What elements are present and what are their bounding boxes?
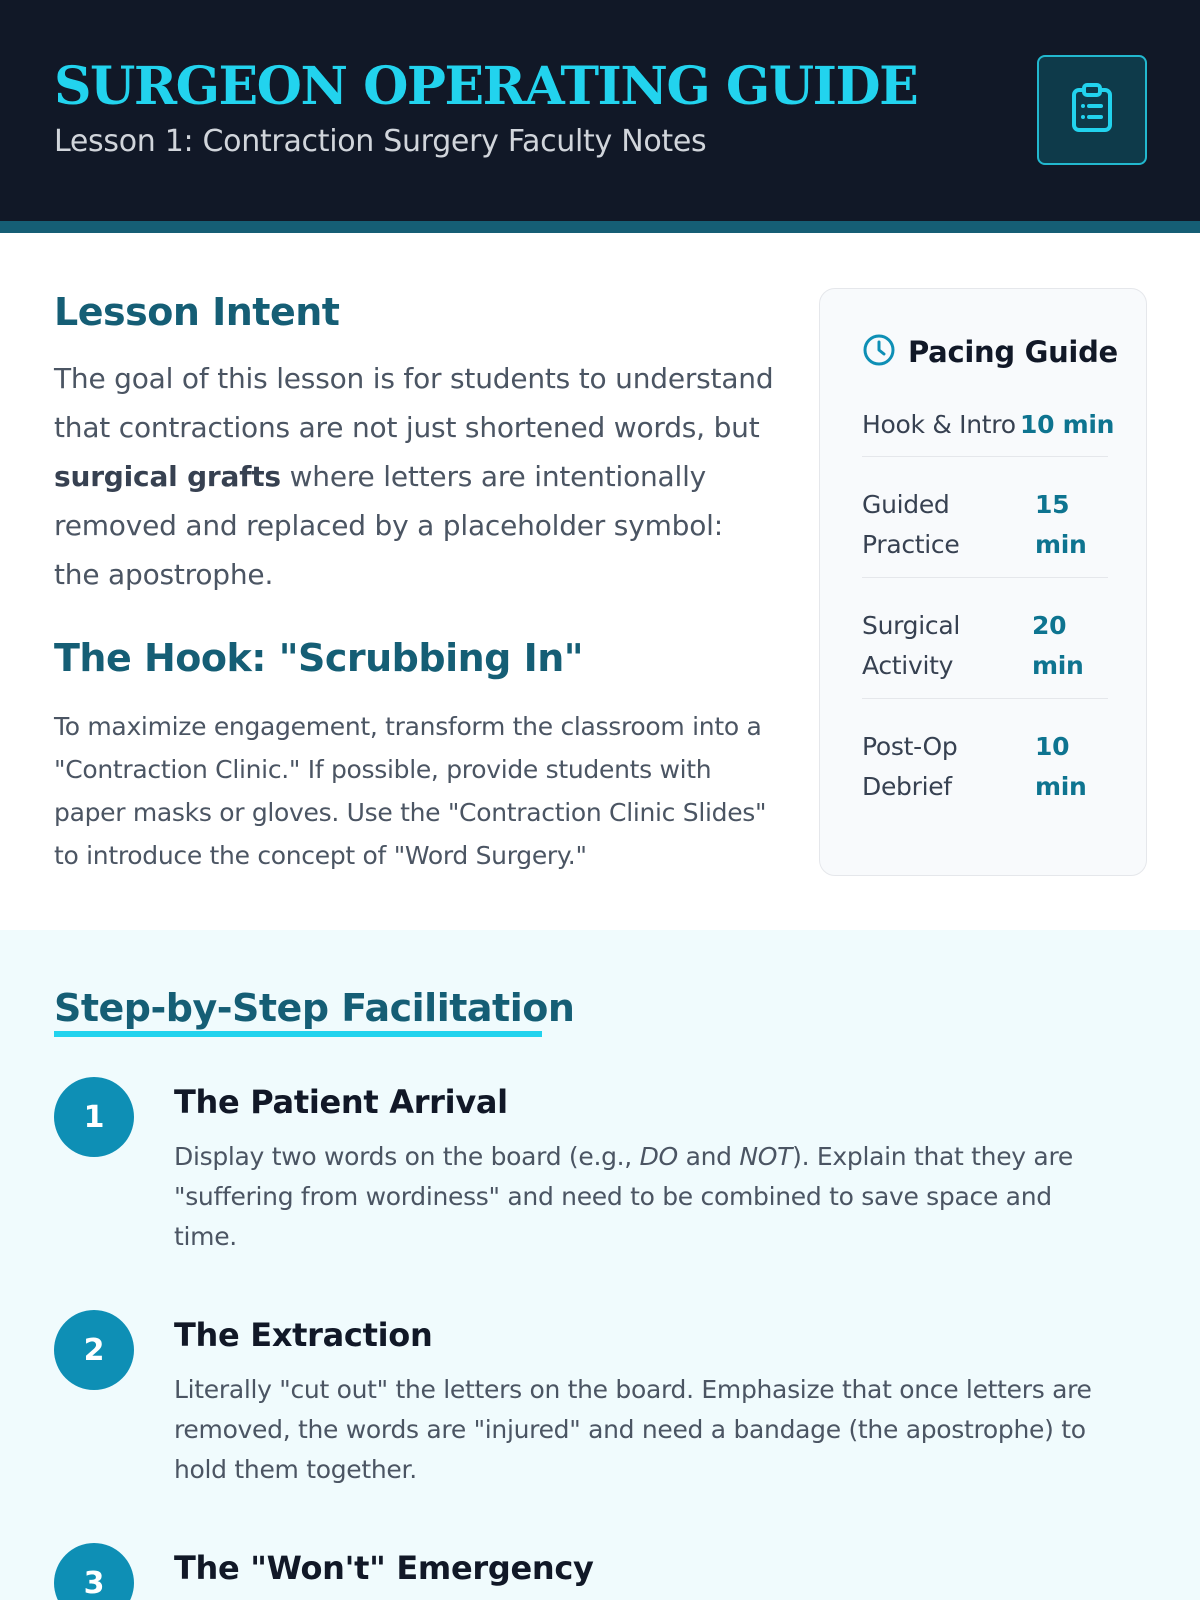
lesson-intent-heading: Lesson Intent <box>54 290 340 334</box>
intent-bold-term: surgical grafts <box>54 460 281 493</box>
pacing-divider <box>862 456 1108 457</box>
clock-icon <box>862 333 896 371</box>
pacing-row-label: Guided Practice <box>862 490 960 559</box>
step-number-badge: 3 <box>54 1543 134 1600</box>
pacing-row-value: 15 min <box>1035 490 1087 559</box>
pacing-guide-title: Pacing Guide <box>908 335 1118 369</box>
lesson-intent-text: The goal of this lesson is for students to understand that contractions are not just shortened words, but surgical grafts where letters are intentionally removed and replaced by a placeholder symbol: the apostrophe. <box>54 362 774 591</box>
pacing-guide-card <box>819 288 1147 876</box>
heading-underline <box>54 1031 542 1037</box>
clipboard-button[interactable] <box>1037 55 1147 165</box>
pacing-row-label: Surgical Activity <box>862 611 960 680</box>
hook-heading: The Hook: "Scrubbing In" <box>54 636 584 680</box>
page-header <box>0 0 1200 221</box>
step-title: The Extraction <box>174 1316 433 1354</box>
step-number-badge: 1 <box>54 1077 134 1157</box>
pacing-row-value: 10 min <box>1020 410 1115 439</box>
step-item <box>54 1077 1154 1277</box>
step-text: Display two words on the board (e.g., DO and NOT). Explain that they are "suffering from wordiness" and need to be combined to save space and time. <box>174 1142 1073 1251</box>
step-item <box>54 1310 1154 1510</box>
hook-text: To maximize engagement, transform the classroom into a "Contraction Clinic." If possible, provide students with paper masks or gloves. Use the "Contraction Clinic Slides" to introduce the concept of "Word Surgery." <box>54 712 767 870</box>
pacing-guide-header <box>862 333 1118 371</box>
header-stripe <box>0 221 1200 233</box>
step-number-badge: 2 <box>54 1310 134 1390</box>
step-text: Literally "cut out" the letters on the board. Emphasize that once letters are removed, the words are "injured" and need a bandage (the apostrophe) to hold them together. <box>174 1375 1092 1484</box>
step-item <box>54 1543 1154 1600</box>
pacing-row-label: Hook & Intro <box>862 410 1016 439</box>
page-title: SURGEON OPERATING GUIDE <box>54 56 918 117</box>
step-title: The "Won't" Emergency <box>174 1549 594 1587</box>
pacing-row-value: 10 min <box>1035 732 1087 801</box>
page-subtitle: Lesson 1: Contraction Surgery Faculty Notes <box>54 124 707 159</box>
pacing-row-value: 20 min <box>1032 611 1084 680</box>
step-title: The Patient Arrival <box>174 1083 508 1121</box>
facilitation-heading: Step-by-Step Facilitation <box>54 986 575 1030</box>
facilitation-section <box>0 930 1200 1600</box>
pacing-divider <box>862 577 1108 578</box>
pacing-row-label: Post-Op Debrief <box>862 732 958 801</box>
clipboard-icon <box>1070 83 1114 137</box>
pacing-divider <box>862 698 1108 699</box>
